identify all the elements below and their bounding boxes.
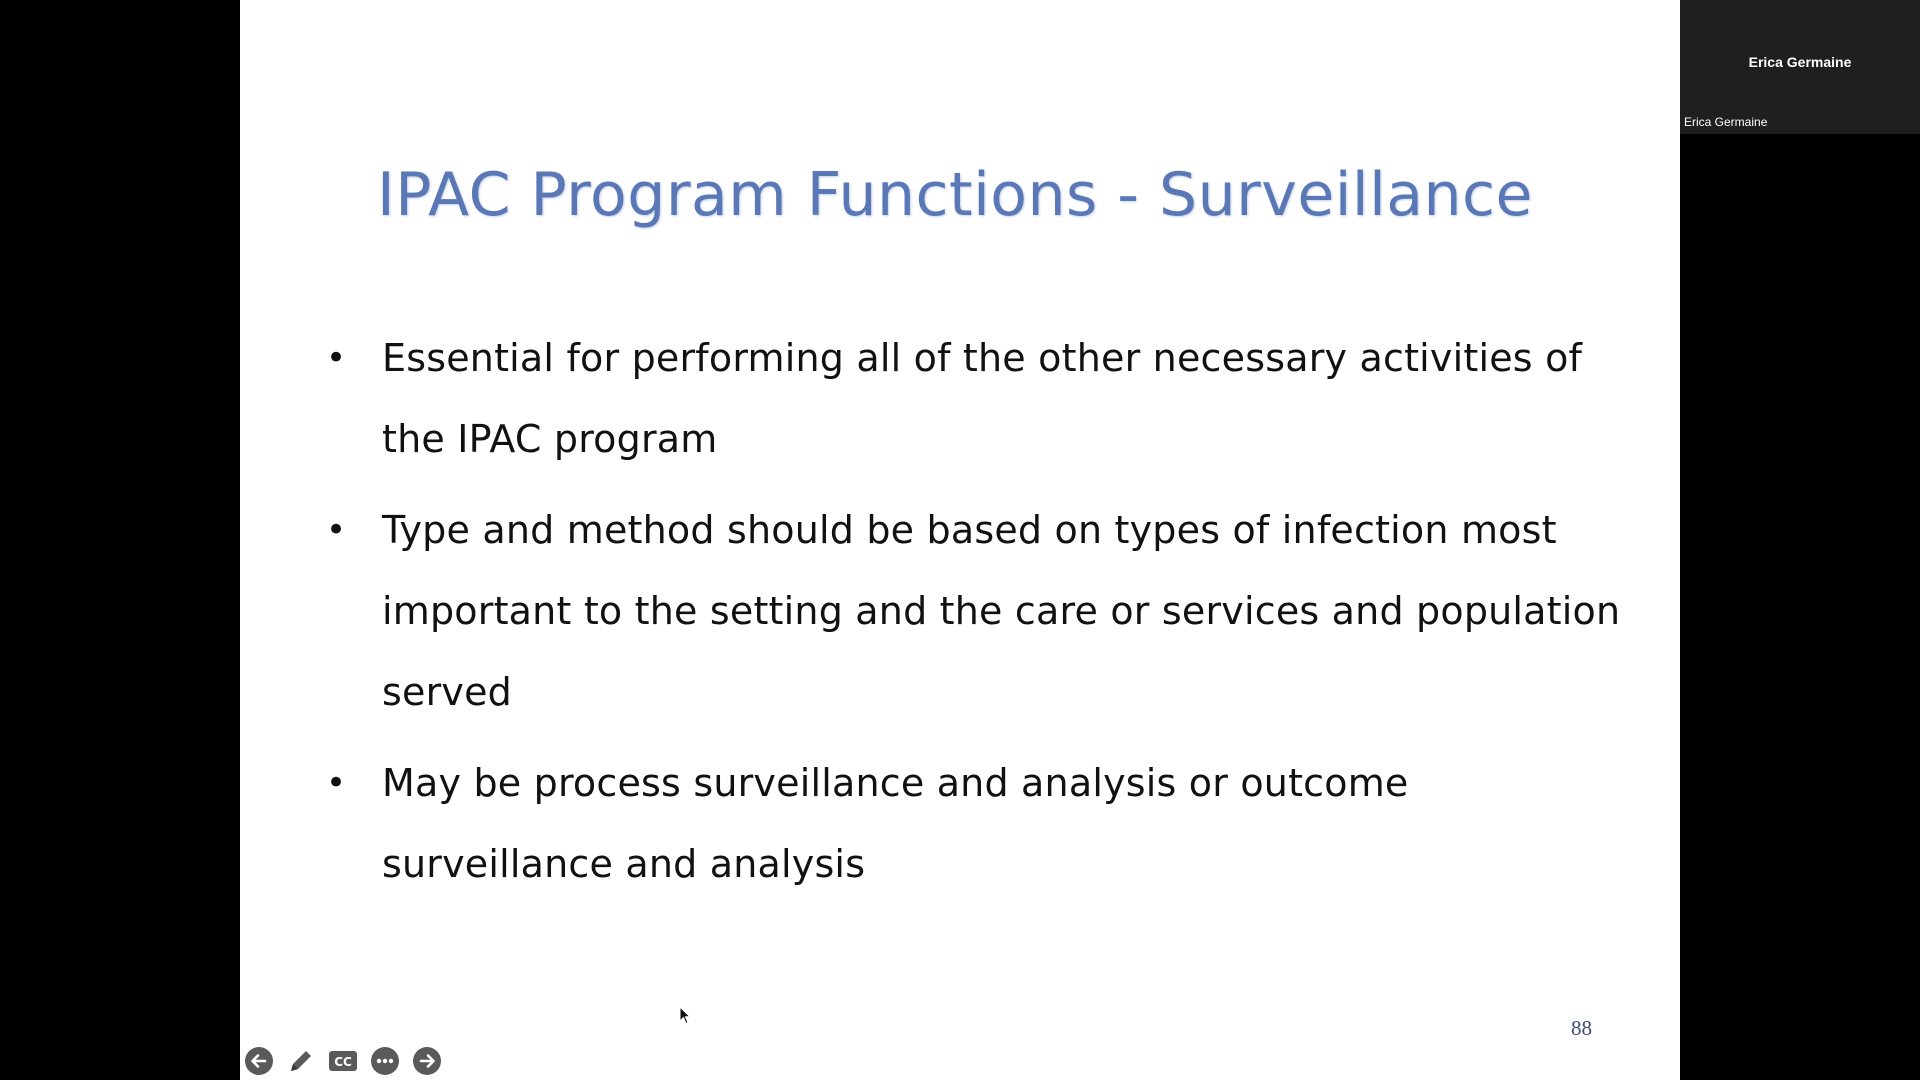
cc-icon: [328, 1046, 358, 1076]
bullet-marker: •: [326, 763, 347, 803]
participant-name-label: Erica Germaine: [1684, 115, 1768, 129]
next-slide-button[interactable]: [412, 1046, 442, 1076]
bullet-marker: •: [326, 510, 347, 550]
more-icon: [370, 1046, 400, 1076]
slide-title: IPAC Program Functions - Surveillance: [377, 160, 1533, 230]
cc-label: CC: [334, 1055, 352, 1069]
bullet-text: Type and method should be based on types of infection most important to the setting and the care or services and population served: [382, 508, 1621, 714]
slide: [240, 0, 1680, 1080]
pen-icon: [286, 1046, 316, 1076]
bullet-marker: •: [326, 338, 347, 378]
pen-tool-button[interactable]: [286, 1046, 316, 1076]
participant-video-tile[interactable]: [1680, 0, 1920, 134]
bullet-item: [320, 490, 1650, 733]
bullet-item: [320, 743, 1650, 905]
bullet-list: [320, 318, 1650, 915]
bullet-text: May be process surveillance and analysis or outcome surveillance and analysis: [382, 761, 1409, 886]
slide-number: 88: [1571, 1016, 1592, 1040]
arrow-right-icon: [412, 1046, 442, 1076]
arrow-left-icon: [244, 1046, 274, 1076]
bullet-item: [320, 318, 1650, 480]
previous-slide-button[interactable]: [244, 1046, 274, 1076]
bullet-text: Essential for performing all of the other necessary activities of the IPAC program: [382, 336, 1583, 461]
more-options-button[interactable]: [370, 1046, 400, 1076]
participant-center-name: Erica Germaine: [1748, 54, 1852, 70]
mouse-cursor-icon: [679, 1006, 693, 1026]
slide-controls: [244, 1046, 442, 1076]
captions-button[interactable]: [328, 1046, 358, 1076]
